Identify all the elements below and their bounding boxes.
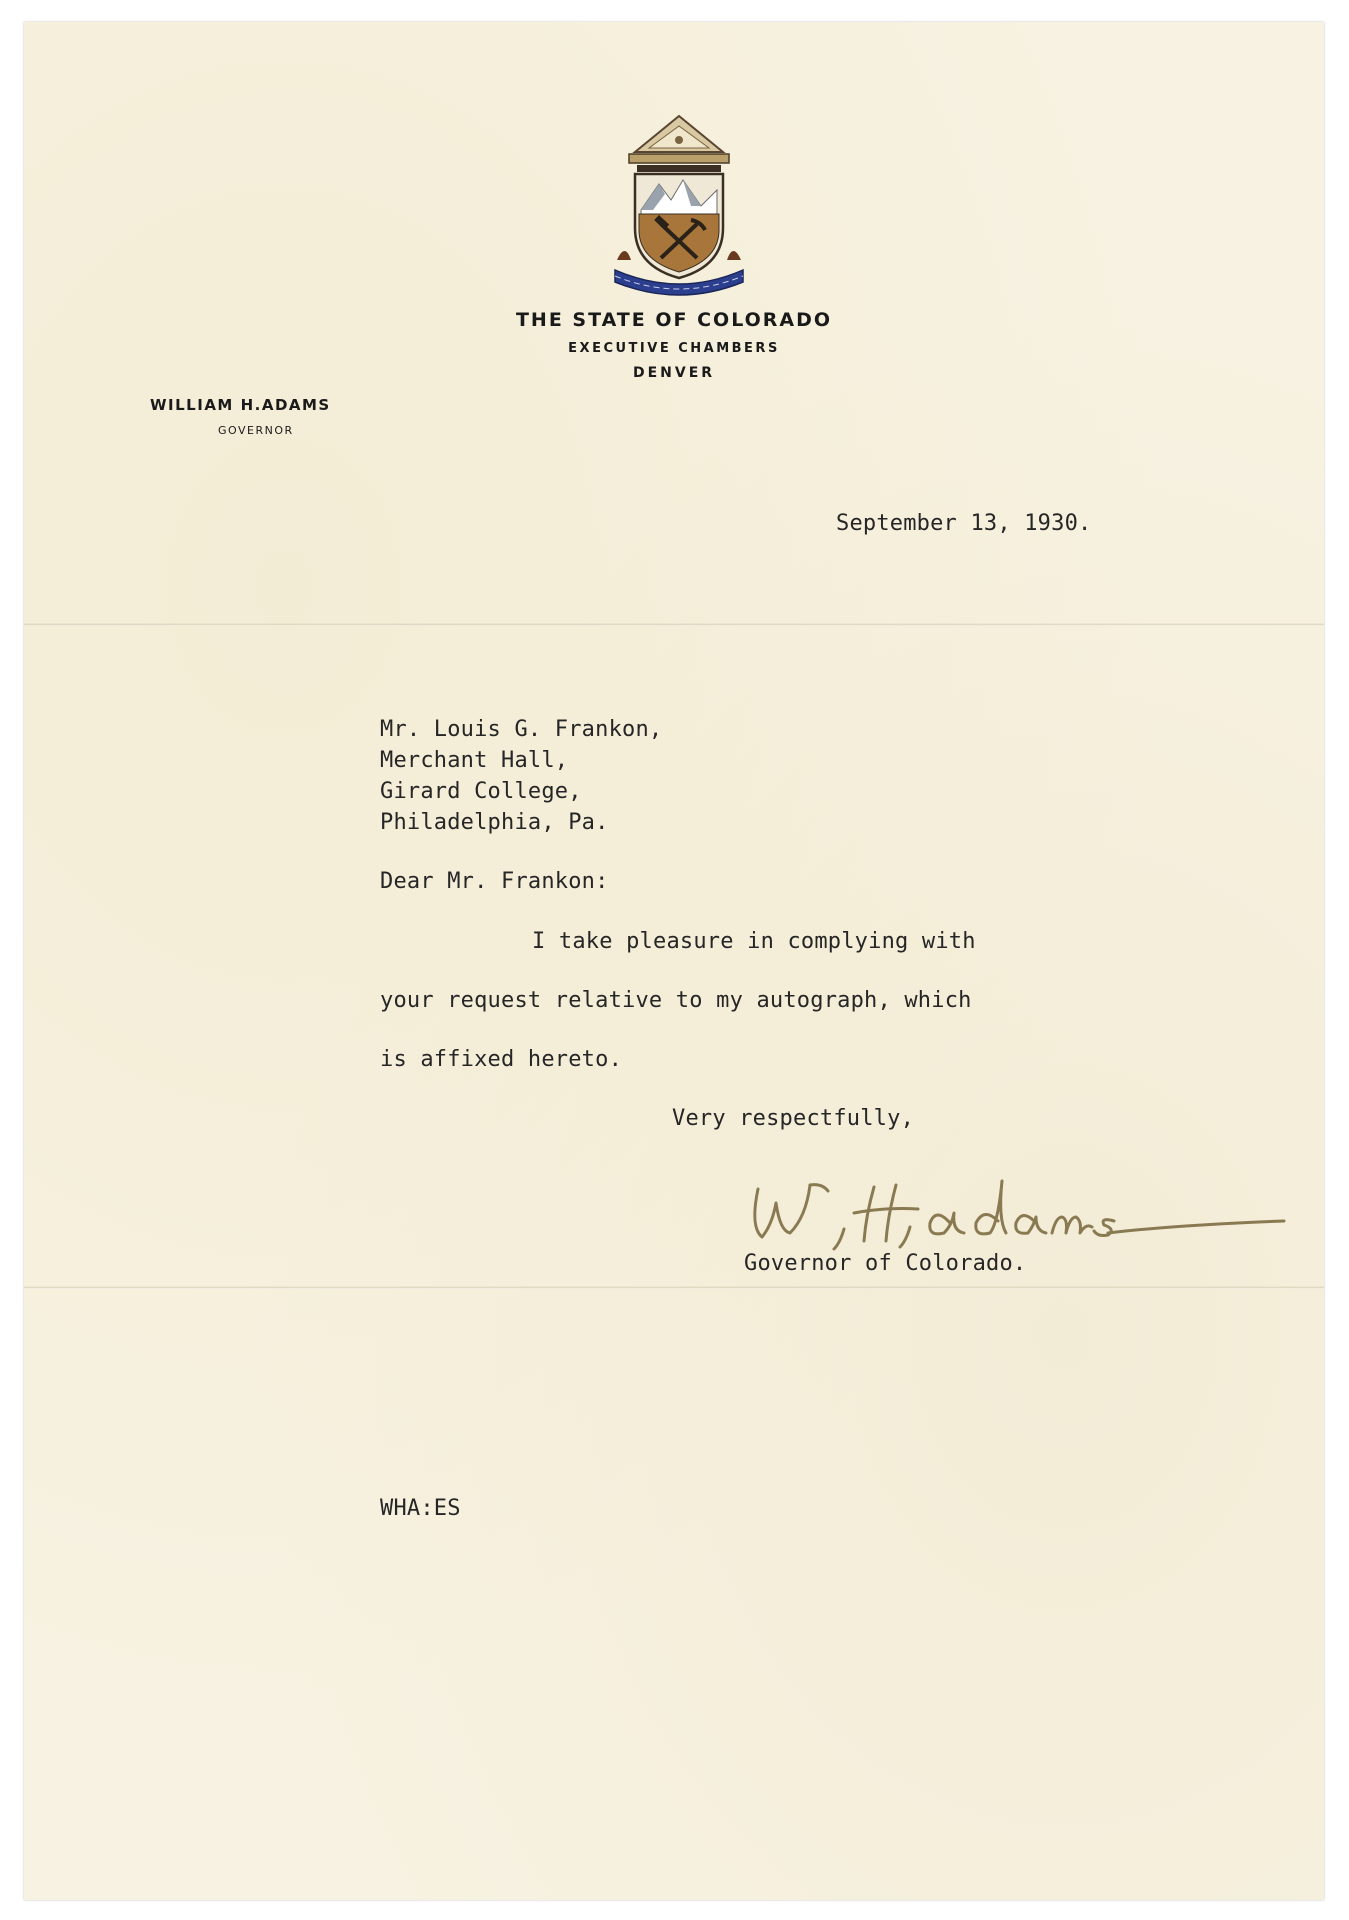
letterhead-office: EXECUTIVE CHAMBERS: [568, 341, 780, 356]
body-line-2: your request relative to my autograph, which: [380, 988, 972, 1013]
address-line-1: Mr. Louis G. Frankon,: [380, 717, 663, 742]
address-line-3: Girard College,: [380, 779, 582, 804]
letterhead-city: DENVER: [632, 365, 716, 381]
body-line-3: is affixed hereto.: [380, 1047, 623, 1072]
address-line-4: Philadelphia, Pa.: [380, 810, 609, 835]
colorado-state-seal-icon: [607, 110, 751, 296]
fold-line-upper: [24, 623, 1324, 626]
signer-title: Governor of Colorado.: [744, 1251, 1027, 1276]
governor-title: GOVERNOR: [218, 424, 294, 437]
letterhead-state-title: THE STATE OF COLORADO: [515, 309, 833, 331]
salutation: Dear Mr. Frankon:: [380, 869, 609, 894]
handwritten-signature: [736, 1167, 1296, 1257]
letter-sheet: [24, 22, 1324, 1900]
complimentary-close: Very respectfully,: [672, 1106, 915, 1131]
reference-initials: WHA:ES: [380, 1496, 461, 1521]
address-line-2: Merchant Hall,: [380, 748, 569, 773]
governor-name: WILLIAM H.ADAMS: [150, 396, 331, 414]
body-line-1: I take pleasure in complying with: [532, 929, 976, 954]
fold-line-lower: [24, 1286, 1324, 1289]
letter-date: September 13, 1930.: [836, 511, 1092, 536]
